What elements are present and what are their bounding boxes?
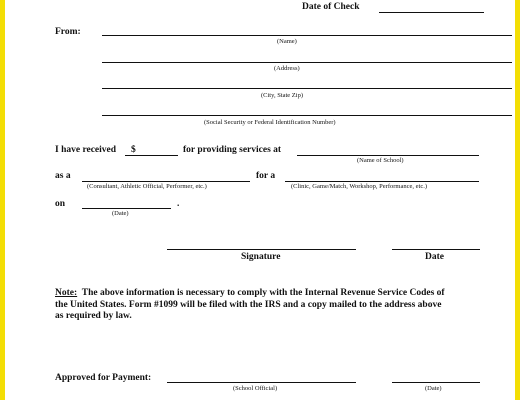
- irs-note: [55, 288, 445, 323]
- address-caption: (Address): [274, 65, 300, 72]
- school-name-line[interactable]: [297, 155, 479, 156]
- name-caption: (Name): [277, 38, 297, 45]
- for-a-label: for a: [256, 171, 276, 181]
- note-line-2: the United States. Form #1099 will be filed with the IRS and a copy mailed to the address above: [55, 299, 442, 310]
- signature-line[interactable]: [167, 249, 356, 250]
- tax-id-caption: (Social Security or Federal Identification Number): [204, 119, 336, 126]
- name-line[interactable]: [102, 35, 512, 36]
- approval-date-line[interactable]: [392, 382, 480, 383]
- from-label: From:: [55, 27, 81, 37]
- signature-date-line[interactable]: [392, 249, 480, 250]
- dollar-sign: $: [131, 145, 136, 155]
- city-state-zip-caption: (City, State Zip): [261, 92, 304, 99]
- sentence-period: .: [177, 199, 180, 209]
- signature-label: Signature: [241, 252, 281, 262]
- event-line[interactable]: [285, 181, 479, 182]
- amount-line[interactable]: [125, 155, 178, 156]
- role-line[interactable]: [82, 181, 250, 182]
- as-a-label: as a: [55, 171, 71, 181]
- school-name-caption: (Name of School): [357, 157, 404, 164]
- address-line[interactable]: [102, 62, 512, 63]
- school-official-line[interactable]: [167, 382, 356, 383]
- date-of-check-line[interactable]: [379, 12, 484, 13]
- approved-label: Approved for Payment:: [55, 373, 152, 383]
- role-caption: (Consultant, Athletic Official, Performer, etc.): [87, 183, 207, 190]
- city-state-zip-line[interactable]: [102, 88, 512, 89]
- services-label: for providing services at: [183, 145, 282, 155]
- note-label: Note:: [55, 288, 78, 298]
- note-line-3: as required by law.: [55, 311, 132, 321]
- payment-receipt-form: [5, 0, 515, 400]
- received-label: I have received: [55, 145, 117, 155]
- date-of-check-label: Date of Check: [302, 2, 360, 12]
- signature-date-label: Date: [425, 252, 444, 262]
- on-label: on: [55, 199, 66, 209]
- service-date-caption: (Date): [112, 210, 129, 217]
- school-official-caption: (School Official): [233, 385, 278, 392]
- event-caption: (Clinic, Game/Match, Workshop, Performance, etc.): [291, 183, 427, 190]
- service-date-line[interactable]: [82, 208, 171, 209]
- approval-date-caption: (Date): [425, 385, 442, 392]
- tax-id-line[interactable]: [102, 115, 512, 116]
- note-line-1: The above information is necessary to comply with the Internal Revenue Service Codes of: [81, 288, 445, 298]
